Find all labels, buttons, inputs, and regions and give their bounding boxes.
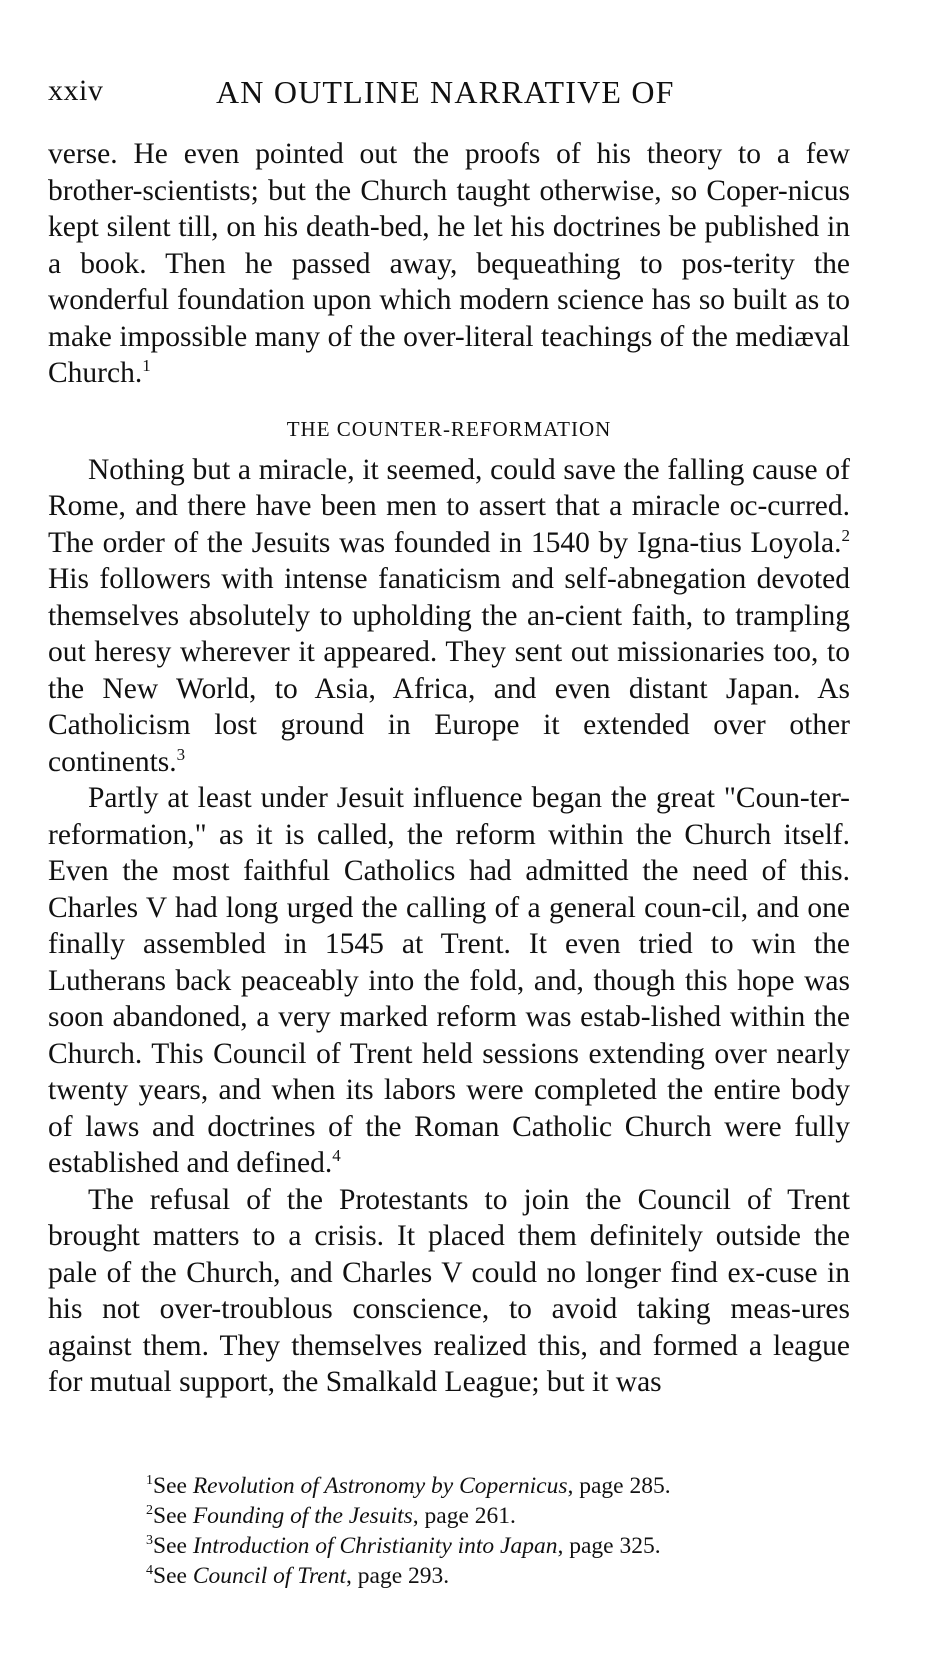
footnote-number: 4 <box>146 1563 153 1579</box>
footnote-marker: 3 <box>176 744 186 764</box>
footnote-1 <box>146 1471 846 1501</box>
footnote-page: , page 325. <box>557 1533 661 1559</box>
footnote-page: , page 293. <box>346 1563 450 1589</box>
footnote-number: 1 <box>146 1473 153 1489</box>
paragraph-text: Partly at least under Jesuit influence began the great "Coun-ter-reformation," as it is called, the reform within the Church itself. Even the most faithful Catholics had admitted the need of this. Charles V had long urged the calling of a general coun-cil, and one finally assembled in 1545 at Trent. It even tried to win the Lutherans back peaceably into the fold, and, though this hope was soon abandoned, a very marked reform was estab-lished within the Church. This Council of Trent held sessions extending over nearly twenty years, and when its labors were completed the entire body of laws and doctrines of the Roman Catholic Church were fully established and defined. <box>48 782 850 1179</box>
footnotes <box>146 1471 846 1591</box>
footnote-number: 3 <box>146 1533 153 1549</box>
footnote-4 <box>146 1561 846 1591</box>
body-text <box>48 136 850 1401</box>
paragraph-text-continued: His followers with intense fanaticism and self-abnegation devoted themselves absolutely to upholding the an-cient faith, to trampling out heresy wherever it appeared. They sent out missionaries too, to the New World, to Asia, Africa, and even distant Japan. As Catholicism lost ground in Europe it extended over other continents. <box>48 563 850 778</box>
paragraph-jesuits <box>48 452 850 781</box>
footnote-number: 2 <box>146 1503 153 1519</box>
page-number: xxiv <box>48 74 104 107</box>
paragraph-text: verse. He even pointed out the proofs of his theory to a few brother-scientists; but the Church taught otherwise, so Coper-nicus kept silent till, on his death-bed, he let his doctrines be published in a book. Then he passed away, bequeathing to pos-terity the wonderful foundation upon which modern science has so built as to make impossible many of the over-literal teachings of the mediæval Church. <box>48 138 850 389</box>
footnote-prefix: See <box>153 1503 193 1529</box>
footnote-3 <box>146 1531 846 1561</box>
paragraph-text: Nothing but a miracle, it seemed, could save the falling cause of Rome, and there have been men to assert that a miracle oc-curred. The order of the Jesuits was founded in 1540 by Igna-tius Loyola. <box>48 453 850 559</box>
paragraph-protestants <box>48 1182 850 1401</box>
footnote-prefix: See <box>153 1563 193 1589</box>
footnote-2 <box>146 1501 846 1531</box>
paragraph-counter-reformation <box>48 780 850 1182</box>
footnote-title: Introduction of Christianity into Japan <box>192 1533 558 1559</box>
footnote-page: , page 261. <box>412 1503 516 1529</box>
footnote-marker: 2 <box>841 525 850 545</box>
paragraph-text: The refusal of the Protestants to join the Council of Trent brought matters to a crisis. It placed them definitely outside the pale of the Church, and Charles V could no longer find ex-cuse in his not over-troublous conscience, to avoid taking meas-ures against them. They themselves realized this, and formed a league for mutual support, the Smalkald League; but it was <box>48 1183 850 1398</box>
footnote-marker: 1 <box>142 356 151 376</box>
footnote-page: , page 285. <box>567 1473 671 1499</box>
page-header <box>48 74 850 114</box>
paragraph-copernicus <box>48 136 850 392</box>
footnote-title: Revolution of Astronomy by Copernicus <box>192 1473 568 1499</box>
footnote-title: Council of Trent <box>192 1563 347 1589</box>
footnote-prefix: See <box>153 1473 193 1499</box>
running-title: AN OUTLINE NARRATIVE OF <box>216 74 675 110</box>
section-heading: THE COUNTER-REFORMATION <box>286 416 612 441</box>
footnote-marker: 4 <box>332 1146 341 1166</box>
footnote-title: Founding of the Jesuits <box>192 1503 413 1529</box>
footnote-prefix: See <box>153 1533 193 1559</box>
